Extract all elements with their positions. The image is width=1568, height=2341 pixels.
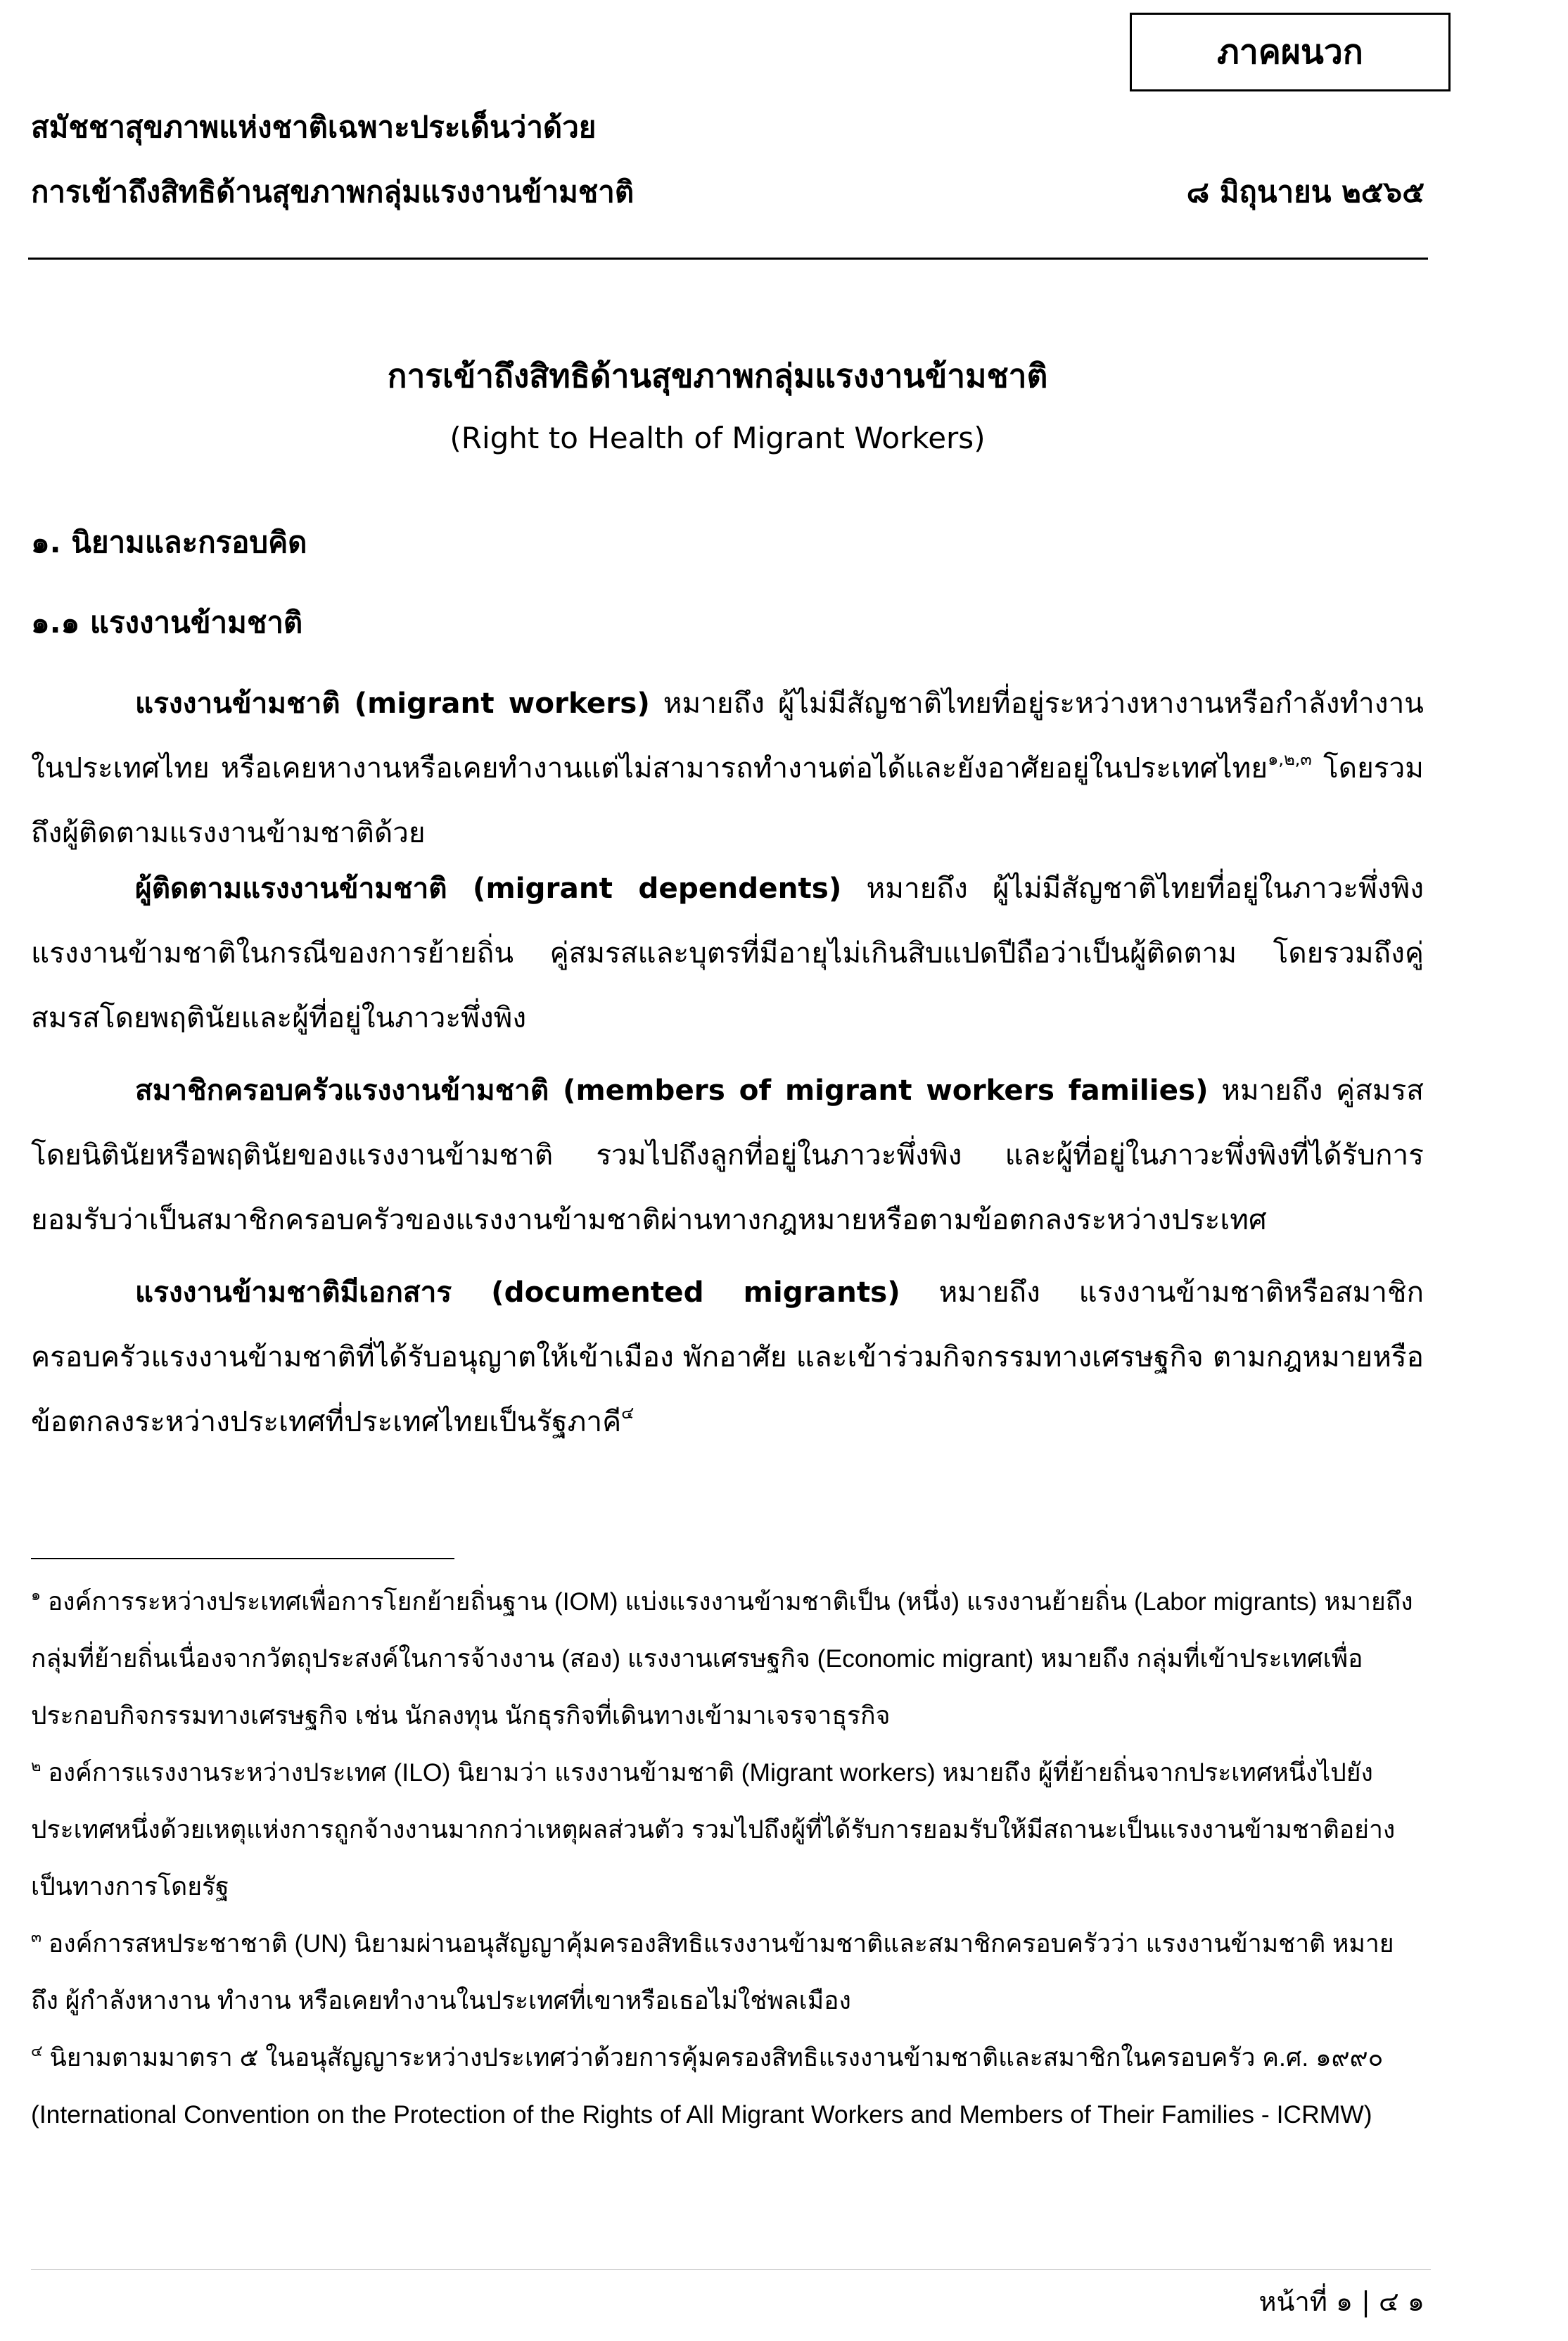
document-date: ๘ มิถุนายน ๒๕๖๕ — [1186, 175, 1424, 209]
assembly-name-line1: สมัชชาสุขภาพแห่งชาติเฉพาะประเด็นว่าด้วย — [31, 110, 597, 144]
term-migrant-dependents: ผู้ติดตามแรงงานข้ามชาติ (migrant dependents) — [135, 871, 842, 905]
footnote-ref: ๑,๒,๓ — [1268, 749, 1312, 769]
footnote-1: $^๑$ องค์การระหว่างประเทศเพื่อการโยกย้ายถิ่นฐาน (IOM) แบ่งแรงงานข้ามชาติเป็น (หนึ่ง) แรงงานย้ายถิ่น (Labor migrants) หมายถึง กลุ่มที่ย้ายถิ่นเนื่องจากวัตถุประสงค์ในการจ้างงาน (สอง) แรงงานเศรษฐกิจ (Economic migrant) หมายถึง กลุ่มที่เข้าประเทศเพื่อประกอบกิจกรรมทางเศรษฐกิจ เช่น นักลงทุน นักธุรกิจที่เดินทางเข้ามาเจรจาธุรกิจ — [31, 1586, 1413, 1730]
term-documented-migrants: แรงงานข้ามชาติมีเอกสาร (documented migrants) — [135, 1275, 900, 1309]
footnote-ref: ๔ — [621, 1403, 635, 1423]
header-divider — [28, 258, 1428, 260]
definition-family-members: สมาชิกครอบครัวแรงงานข้ามชาติ (members of migrant workers families) หมายถึง คู่สมรสโดยนิตินัยหรือพฤตินัยของแรงงานข้ามชาติ รวมไปถึงลูกที่อยู่ในภาวะพึ่งพิง และผู้ที่อยู่ในภาวะพึ่งพิงที่ได้รับการยอมรับว่าเป็นสมาชิกครอบครัวของแรงงานข้ามชาติผ่านทางกฎหมายหรือตามข้อตกลงระหว่างประเทศ — [31, 1073, 1424, 1236]
footer-divider — [31, 2269, 1431, 2270]
document-subtitle: (Right to Health of Migrant Workers) — [450, 421, 986, 455]
footnote-3: $^๓$ องค์การสหประชาชาติ (UN) นิยามผ่านอนุสัญญาคุ้มครองสิทธิแรงงานข้ามชาติและสมาชิกครอบครัวว่า แรงงานข้ามชาติ หมายถึง ผู้กำลังหางาน ทำงาน หรือเคยทำงานในประเทศที่เขาหรือเธอไม่ใช่พลเมือง — [31, 1928, 1394, 2015]
term-migrant-workers: แรงงานข้ามชาติ (migrant workers) — [135, 686, 650, 720]
footnote-2: $^๒$ องค์การแรงงานระหว่างประเทศ (ILO) นิยามว่า แรงงานข้ามชาติ (Migrant workers) หมายถึง ผู้ที่ย้ายถิ่นจากประเทศหนึ่งไปยังประเทศหนึ่งด้วยเหตุแห่งการถูกจ้างงานมากกว่าเหตุผลส่วนตัว รวมไปถึงผู้ที่ได้รับการยอมรับให้มีสถานะเป็นแรงงานข้ามชาติอย่างเป็นทางการโดยรัฐ — [31, 1757, 1396, 1901]
footnotes — [31, 1573, 1417, 2143]
appendix-label: ภาคผนวก — [1130, 13, 1451, 91]
definition-documented-migrants: แรงงานข้ามชาติมีเอกสาร (documented migrants) หมายถึง แรงงานข้ามชาติหรือสมาชิกครอบครัวแรงงานข้ามชาติที่ได้รับอนุญาตให้เข้าเมือง พักอาศัย และเข้าร่วมกิจกรรมทางเศรษฐกิจ ตามกฎหมายหรือข้อตกลงระหว่างประเทศที่ประเทศไทยเป็นรัฐภาคี$^๔$ — [31, 1275, 1424, 1438]
document-title: การเข้าถึงสิทธิด้านสุขภาพกลุ่มแรงงานข้ามชาติ — [387, 357, 1048, 395]
footnote-separator — [31, 1558, 454, 1559]
section-heading-1-1: ๑.๑ แรงงานข้ามชาติ — [31, 605, 303, 640]
term-family-members: สมาชิกครอบครัวแรงงานข้ามชาติ (members of migrant workers families) — [135, 1073, 1209, 1107]
section-heading-1: ๑. นิยามและกรอบคิด — [31, 525, 307, 559]
footnote-4: $^๔$ นิยามตามมาตรา ๕ ในอนุสัญญาระหว่างประเทศว่าด้วยการคุ้มครองสิทธิแรงงานข้ามชาติและสมาชิกในครอบครัว ค.ศ. ๑๙๙๐ (International Convention on the Protection of the Rights of All Migrant Workers and Members of Their Families - ICRMW) — [31, 2042, 1384, 2129]
page-number: หน้าที่ ๑ | ๔ ๑ — [1258, 2286, 1424, 2317]
definition-migrant-workers: แรงงานข้ามชาติ (migrant workers) หมายถึง ผู้ไม่มีสัญชาติไทยที่อยู่ระหว่างหางานหรือกำลังทำงานในประเทศไทย หรือเคยหางานหรือเคยทำงานแต่ไม่สามารถทำงานต่อได้และยังอาศัยอยู่ในประเทศไทย$^{๑,๒,๓}$ โดยรวมถึงผู้ติดตามแรงงานข้ามชาติด้วย — [31, 686, 1424, 849]
definition-migrant-dependents: ผู้ติดตามแรงงานข้ามชาติ (migrant dependents) หมายถึง ผู้ไม่มีสัญชาติไทยที่อยู่ในภาวะพึ่งพิงแรงงานข้ามชาติในกรณีของการย้ายถิ่น คู่สมรสและบุตรที่มีอายุไม่เกินสิบแปดปีถือว่าเป็นผู้ติดตาม โดยรวมถึงคู่สมรสโดยพฤตินัยและผู้ที่อยู่ในภาวะพึ่งพิง — [31, 871, 1424, 1034]
assembly-name-line2: การเข้าถึงสิทธิด้านสุขภาพกลุ่มแรงงานข้ามชาติ — [31, 175, 635, 209]
